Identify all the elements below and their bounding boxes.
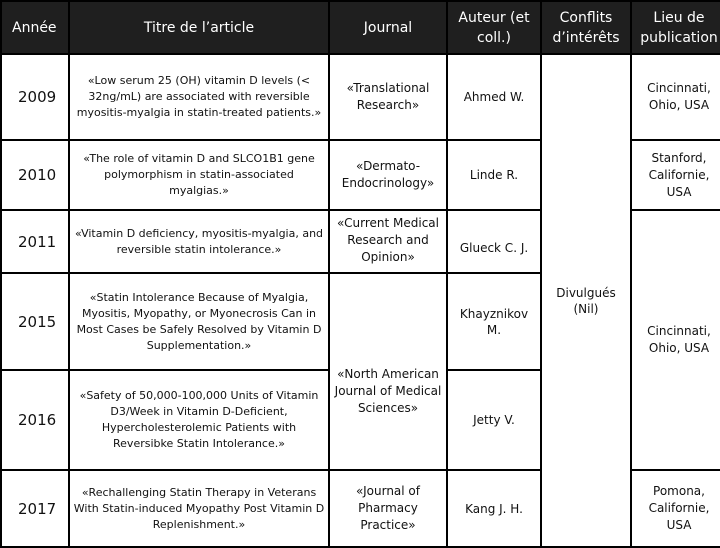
cell-journal: «Translational Research» xyxy=(330,55,446,139)
cell-author: Kang J. H. xyxy=(448,471,540,546)
cell-year: 2010 xyxy=(2,141,68,209)
cell-conflicts-merged: Divulgués (Nil) xyxy=(542,55,630,546)
header-year: Année xyxy=(2,2,68,53)
cell-place-merged: Cincinnati, Ohio, USA xyxy=(632,211,720,469)
cell-title: «Low serum 25 (OH) vitamin D levels (< 32ng/mL) are associated with reversible myositis-myalgia in statin-treated patients.» xyxy=(70,55,328,139)
cell-journal-merged: «North American Journal of Medical Sciences» xyxy=(330,274,446,469)
header-title: Titre de l’article xyxy=(70,2,328,53)
cell-year: 2017 xyxy=(2,471,68,546)
cell-author: Ahmed W. xyxy=(448,55,540,139)
header-row xyxy=(2,2,720,53)
cell-place: Pomona, Californie, USA xyxy=(632,471,720,546)
cell-place: Stanford, Californie, USA xyxy=(632,141,720,209)
cell-author: Linde R. xyxy=(448,141,540,209)
table-row xyxy=(2,55,720,139)
cell-year: 2009 xyxy=(2,55,68,139)
header-place: Lieu de publication xyxy=(632,2,720,53)
cell-title: «Statin Intolerance Because of Myalgia, Myositis, Myopathy, or Myonecrosis Can in Most Cases be Safely Resolved by Vitamin D Supplementation.» xyxy=(70,274,328,369)
cell-journal: «Journal of Pharmacy Practice» xyxy=(330,471,446,546)
cell-author: Khayznikov M. xyxy=(448,274,540,369)
cell-author: Glueck C. J. xyxy=(448,211,540,272)
cell-journal: «Dermato-Endocrinology» xyxy=(330,141,446,209)
cell-year: 2016 xyxy=(2,371,68,469)
cell-place: Cincinnati, Ohio, USA xyxy=(632,55,720,139)
cell-title: «The role of vitamin D and SLCO1B1 gene polymorphism in statin-associated myalgias.» xyxy=(70,141,328,209)
cell-title: «Safety of 50,000-100,000 Units of Vitamin D3/Week in Vitamin D-Deficient, Hypercholesterolemic Patients with Reversibke Statin Intolerance.» xyxy=(70,371,328,469)
cell-title: «Vitamin D deficiency, myositis-myalgia, and reversible statin intolerance.» xyxy=(70,211,328,272)
cell-journal: «Current Medical Research and Opinion» xyxy=(330,211,446,272)
cell-year: 2011 xyxy=(2,211,68,272)
cell-title: «Rechallenging Statin Therapy in Veterans With Statin-induced Myopathy Post Vitamin D Replenishment.» xyxy=(70,471,328,546)
cell-author: Jetty V. xyxy=(448,371,540,469)
header-author: Auteur (et coll.) xyxy=(448,2,540,53)
cell-year: 2015 xyxy=(2,274,68,369)
header-conflicts: Conflits d’intérêts xyxy=(542,2,630,53)
header-journal: Journal xyxy=(330,2,446,53)
